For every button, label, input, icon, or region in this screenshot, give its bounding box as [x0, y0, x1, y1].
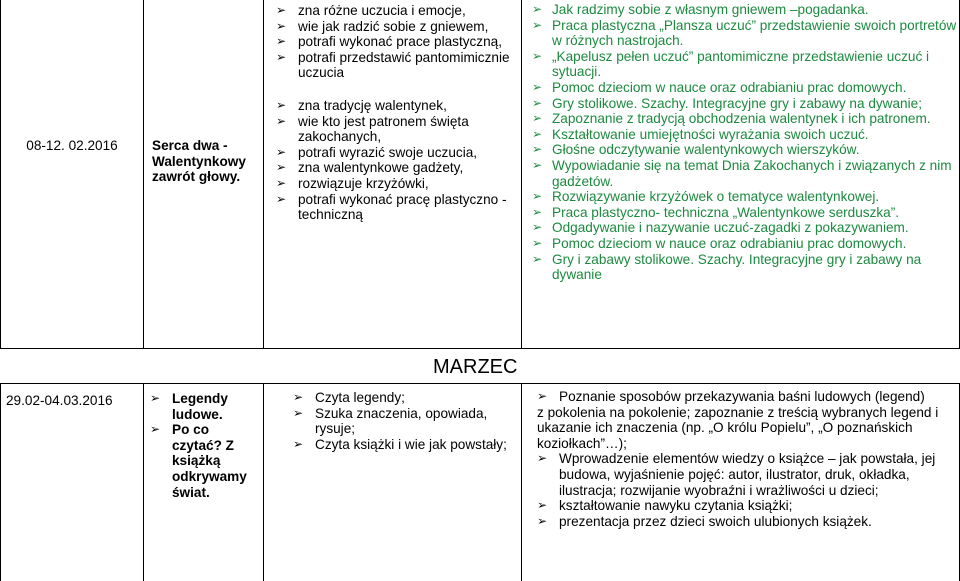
col-divider: [263, 0, 264, 349]
date-cell-1: 08-12. 02.2016: [26, 138, 118, 153]
arrowhead-bullet-icon: ➢: [276, 49, 287, 64]
list-item-text: potrafi wykonać pracę plastyczno - techniczną: [298, 191, 507, 223]
arrowhead-bullet-icon: ➢: [537, 498, 548, 513]
list-item-text: Głośne odczytywanie walentynkowych wierszyków.: [552, 142, 860, 158]
list-item-text: zna tradycję walentynek,: [298, 97, 447, 113]
arrowhead-bullet-icon: ➢: [532, 95, 543, 110]
arrowhead-bullet-icon: ➢: [532, 2, 543, 16]
list-item: [532, 142, 957, 158]
arrowhead-bullet-icon: ➢: [276, 18, 287, 33]
list-item: [293, 390, 518, 406]
arrowhead-bullet-icon: ➢: [532, 220, 543, 235]
month-heading: MARZEC: [433, 356, 518, 378]
list-item-text: Poznanie sposobów przekazywania baśni ludowych (legend): [559, 389, 925, 404]
list-item-text: Praca plastyczno- techniczna „Walentynkowe serduszka”.: [552, 204, 900, 220]
arrowhead-bullet-icon: ➢: [532, 111, 543, 126]
list-item-text: Pomoc dzieciom w nauce oraz odrabianiu prac domowych.: [552, 79, 907, 95]
list-item: [532, 127, 957, 143]
list-item-text: Pomoc dzieciom w nauce oraz odrabianiu prac domowych.: [552, 235, 907, 251]
list-item: [276, 98, 518, 114]
list-item-text: zna różne uczucia i emocje,: [298, 3, 466, 18]
list-item-text: prezentacja przez dzieci swoich ulubionych książek.: [559, 513, 872, 529]
list-item-text: zna walentynkowe gadżety,: [298, 160, 464, 176]
list-item-text: Jak radzimy sobie z własnym gniewem –pogadanka.: [552, 2, 869, 17]
list-item: [532, 220, 957, 236]
list-item: [532, 96, 957, 112]
list-item: [276, 176, 518, 192]
arrowhead-bullet-icon: ➢: [537, 451, 548, 466]
goals-cell-1: [276, 3, 518, 223]
list-item-text: Gry stolikowe. Szachy. Integracyjne gry i zabawy na dywanie;: [552, 95, 922, 111]
topic-cell-1: Serca dwa - Walentynkowy zawrót głowy.: [152, 138, 246, 185]
arrowhead-bullet-icon: ➢: [532, 79, 543, 94]
goals-cell-2: [293, 390, 518, 452]
row-divider: [0, 348, 960, 349]
list-item: [276, 3, 518, 19]
list-item-text: Odgadywanie i nazywanie uczuć-zagadki z pokazywaniem.: [552, 220, 909, 236]
list-item: [532, 252, 957, 283]
row-divider: [0, 383, 960, 384]
list-item: [532, 49, 957, 80]
list-item: [276, 192, 518, 223]
col-divider: [521, 0, 522, 349]
list-item: [532, 205, 957, 221]
border-left: [0, 383, 1, 581]
list-item: [150, 391, 262, 422]
arrowhead-bullet-icon: ➢: [293, 390, 304, 404]
arrowhead-bullet-icon: ➢: [532, 204, 543, 219]
arrowhead-bullet-icon: ➢: [276, 97, 287, 112]
arrowhead-bullet-icon: ➢: [276, 3, 287, 17]
list-item: [276, 34, 518, 50]
list-item-text: Czyta legendy;: [315, 390, 405, 405]
col-divider: [521, 383, 522, 581]
list-item: [537, 514, 957, 530]
list-item-text: Kształtowanie umiejętności wyrażania swoich uczuć.: [552, 126, 869, 142]
list-item: [532, 236, 957, 252]
list-item-text: Praca plastyczna „Plansza uczuć” przedstawienie swoich portretów w różnych nastrojach.: [552, 17, 957, 49]
arrowhead-bullet-icon: ➢: [532, 157, 543, 172]
list-item-text: wie jak radzić sobie z gniewem,: [298, 18, 489, 34]
arrowhead-bullet-icon: ➢: [532, 142, 543, 157]
arrowhead-bullet-icon: ➢: [532, 126, 543, 141]
list-item: [537, 498, 957, 514]
arrowhead-bullet-icon: ➢: [293, 436, 304, 451]
list-item-text: Legendy ludowe.: [172, 391, 228, 422]
col-divider: [263, 383, 264, 581]
activities-cell-1: [532, 2, 957, 283]
arrowhead-bullet-icon: ➢: [537, 513, 548, 528]
list-item-text: rozwiązuje krzyżówki,: [298, 175, 429, 191]
list-item-text: „Kapelusz pełen uczuć” pantomimiczne przedstawienie uczuć i sytuacji.: [552, 48, 930, 80]
list-item-text: Czyta książki i wie jak powstały;: [315, 436, 507, 452]
list-item-text: potrafi wykonać prace plastyczną,: [298, 34, 503, 50]
arrowhead-bullet-icon: ➢: [532, 235, 543, 250]
activities-cell-2: [537, 389, 957, 529]
list-item: [537, 389, 957, 405]
list-item-text: kształtowanie nawyku czytania książki;: [559, 498, 793, 514]
list-item-text: Szuka znaczenia, opowiada, rysuje;: [315, 405, 488, 437]
arrowhead-bullet-icon: ➢: [537, 389, 548, 403]
arrowhead-bullet-icon: ➢: [532, 48, 543, 63]
list-item-text: potrafi przedstawić pantomimicznie uczucia: [298, 49, 510, 81]
list-item: [276, 50, 518, 81]
arrowhead-bullet-icon: ➢: [293, 405, 304, 420]
arrowhead-bullet-icon: ➢: [276, 34, 287, 49]
list-item: [532, 158, 957, 189]
border-left: [0, 0, 1, 349]
arrowhead-bullet-icon: ➢: [532, 251, 543, 266]
arrowhead-bullet-icon: ➢: [276, 113, 287, 128]
col-divider: [143, 0, 144, 349]
list-item: [532, 189, 957, 205]
arrowhead-bullet-icon: ➢: [150, 422, 161, 437]
arrowhead-bullet-icon: ➢: [532, 17, 543, 32]
list-item-text: Gry i zabawy stolikowe. Szachy. Integracyjne gry i zabawy na dywanie: [552, 251, 922, 283]
arrowhead-bullet-icon: ➢: [150, 391, 161, 405]
list-item: [276, 145, 518, 161]
list-item-text: Po co czytać? Z książką odkrywamy świat.: [172, 422, 247, 500]
list-item: [537, 451, 957, 498]
activity-continuation: z pokolenia na pokolenie; zapoznanie z treścią wybranych legend i ukazanie ich znaczenia (np. „O królu Popielu”, „O poznańskich koziołkach”…);: [537, 404, 939, 451]
list-item-text: Zapoznanie z tradycją obchodzenia walentynek i ich patronem.: [552, 111, 931, 127]
list-item: [532, 80, 957, 96]
list-item: [276, 19, 518, 35]
list-item: [150, 422, 262, 500]
list-item: [276, 114, 518, 145]
list-item-text: Rozwiązywanie krzyżówek o tematyce walentynkowej.: [552, 189, 880, 205]
col-divider: [143, 383, 144, 581]
list-item: [532, 2, 957, 18]
topic-cell-2: [150, 391, 262, 500]
list-item: [532, 18, 957, 49]
arrowhead-bullet-icon: ➢: [276, 160, 287, 175]
arrowhead-bullet-icon: ➢: [276, 191, 287, 206]
list-item-text: Wprowadzenie elementów wiedzy o książce – jak powstała, jej budowa, wyjaśnienie pojęć: autor, ilustrator, druk, okładka, ilustracja; rozwijanie wyobraźni i wrażliwości u dzieci;: [559, 451, 936, 498]
list-item-text: Wypowiadanie się na temat Dnia Zakochanych i związanych z nim gadżetów.: [552, 157, 952, 189]
arrowhead-bullet-icon: ➢: [276, 175, 287, 190]
list-item: [532, 111, 957, 127]
arrowhead-bullet-icon: ➢: [532, 189, 543, 204]
date-cell-2: 29.02-04.03.2016: [6, 393, 113, 408]
list-item: [293, 437, 518, 453]
arrowhead-bullet-icon: ➢: [276, 144, 287, 159]
list-item-text: potrafi wyrazić swoje uczucia,: [298, 144, 478, 160]
list-item-text: wie kto jest patronem święta zakochanych,: [298, 113, 469, 145]
list-item: [293, 406, 518, 437]
list-item: [276, 160, 518, 176]
